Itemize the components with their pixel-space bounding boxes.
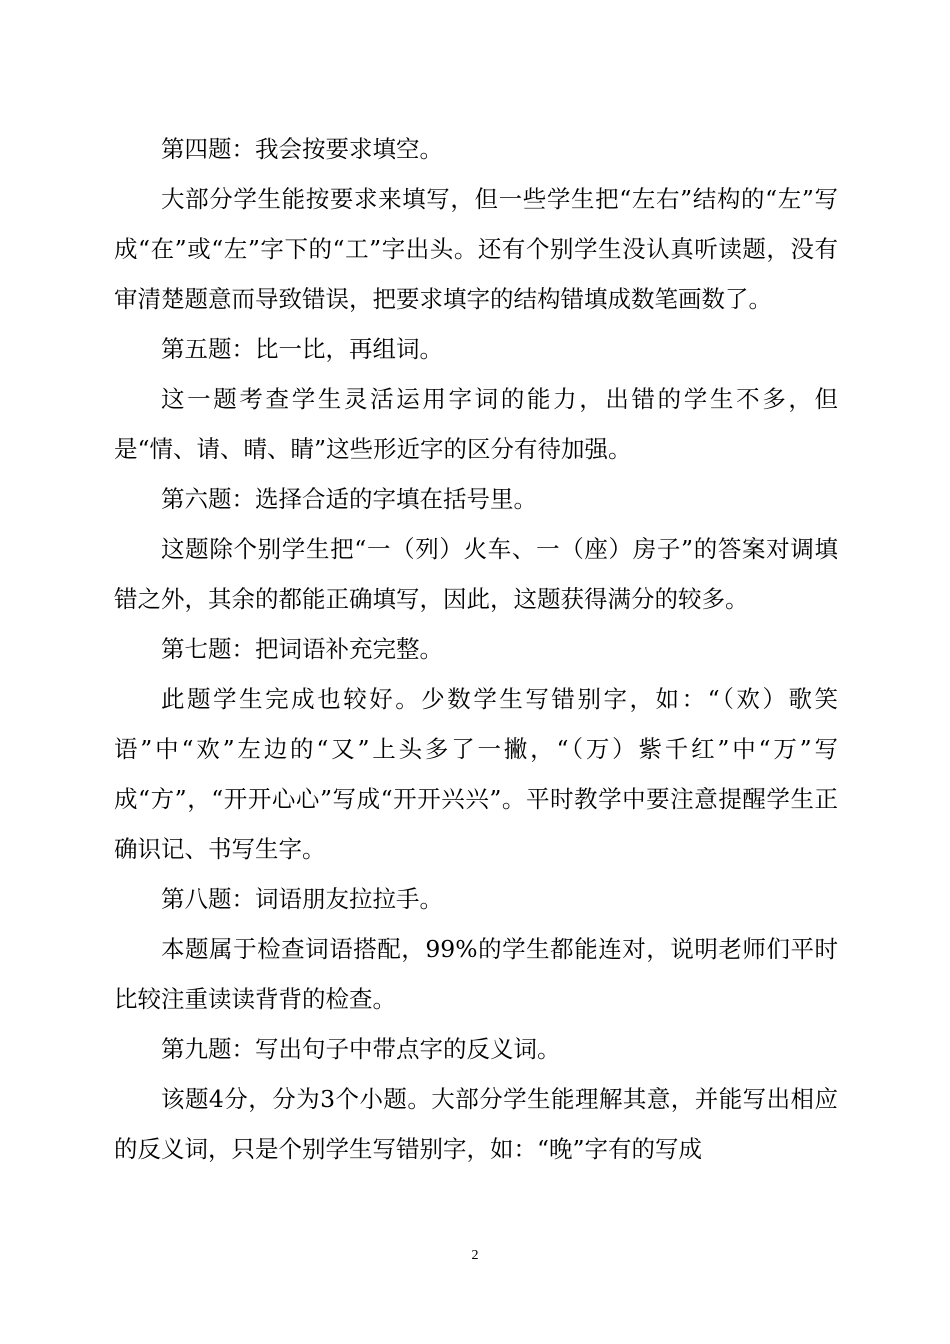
paragraph-question-5-analysis: 这一题考查学生灵活运用字词的能力，出错的学生不多，但是“情、请、晴、睛”这些形近字的区分有待加强。 xyxy=(114,385,838,463)
heading-question-8: 第八题：词语朋友拉拉手。 xyxy=(161,885,443,913)
document-body xyxy=(114,124,838,1174)
paragraph-question-6-analysis: 这题除个别学生把“一（列）火车、一（座）房子”的答案对调填错之外，其余的都能正确填写，因此，这题获得满分的较多。 xyxy=(114,535,838,613)
page-number: 2 xyxy=(471,1248,479,1263)
heading-question-9: 第九题：写出句子中带点字的反义词。 xyxy=(161,1035,561,1063)
heading-question-6: 第六题：选择合适的字填在括号里。 xyxy=(161,485,537,513)
paragraph-question-7-analysis: 此题学生完成也较好。少数学生写错别字，如：“（欢）歌笑语”中“欢”左边的“又”上头多了一撇，“（万）紫千红”中“万”写成“方”，“开开心心”写成“开开兴兴”。平时教学中要注意提醒学生正确识记、书写生字。 xyxy=(114,685,838,863)
paragraph-question-9-analysis: 该题4分，分为3个小题。大部分学生能理解其意，并能写出相应的反义词，只是个别学生写错别字，如：“晚”字有的写成 xyxy=(114,1085,838,1163)
heading-question-7: 第七题：把词语补充完整。 xyxy=(161,635,443,663)
heading-question-4: 第四题：我会按要求填空。 xyxy=(161,135,443,163)
paragraph-question-4-analysis: 大部分学生能按要求来填写，但一些学生把“左右”结构的“左”写成“在”或“左”字下的“工”字出头。还有个别学生没认真听读题，没有审清楚题意而导致错误，把要求填字的结构错填成数笔画数了。 xyxy=(114,185,838,313)
paragraph-question-8-analysis: 本题属于检查词语搭配，99%的学生都能连对，说明老师们平时比较注重读读背背的检查。 xyxy=(114,935,838,1013)
heading-question-5: 第五题：比一比，再组词。 xyxy=(161,335,443,363)
